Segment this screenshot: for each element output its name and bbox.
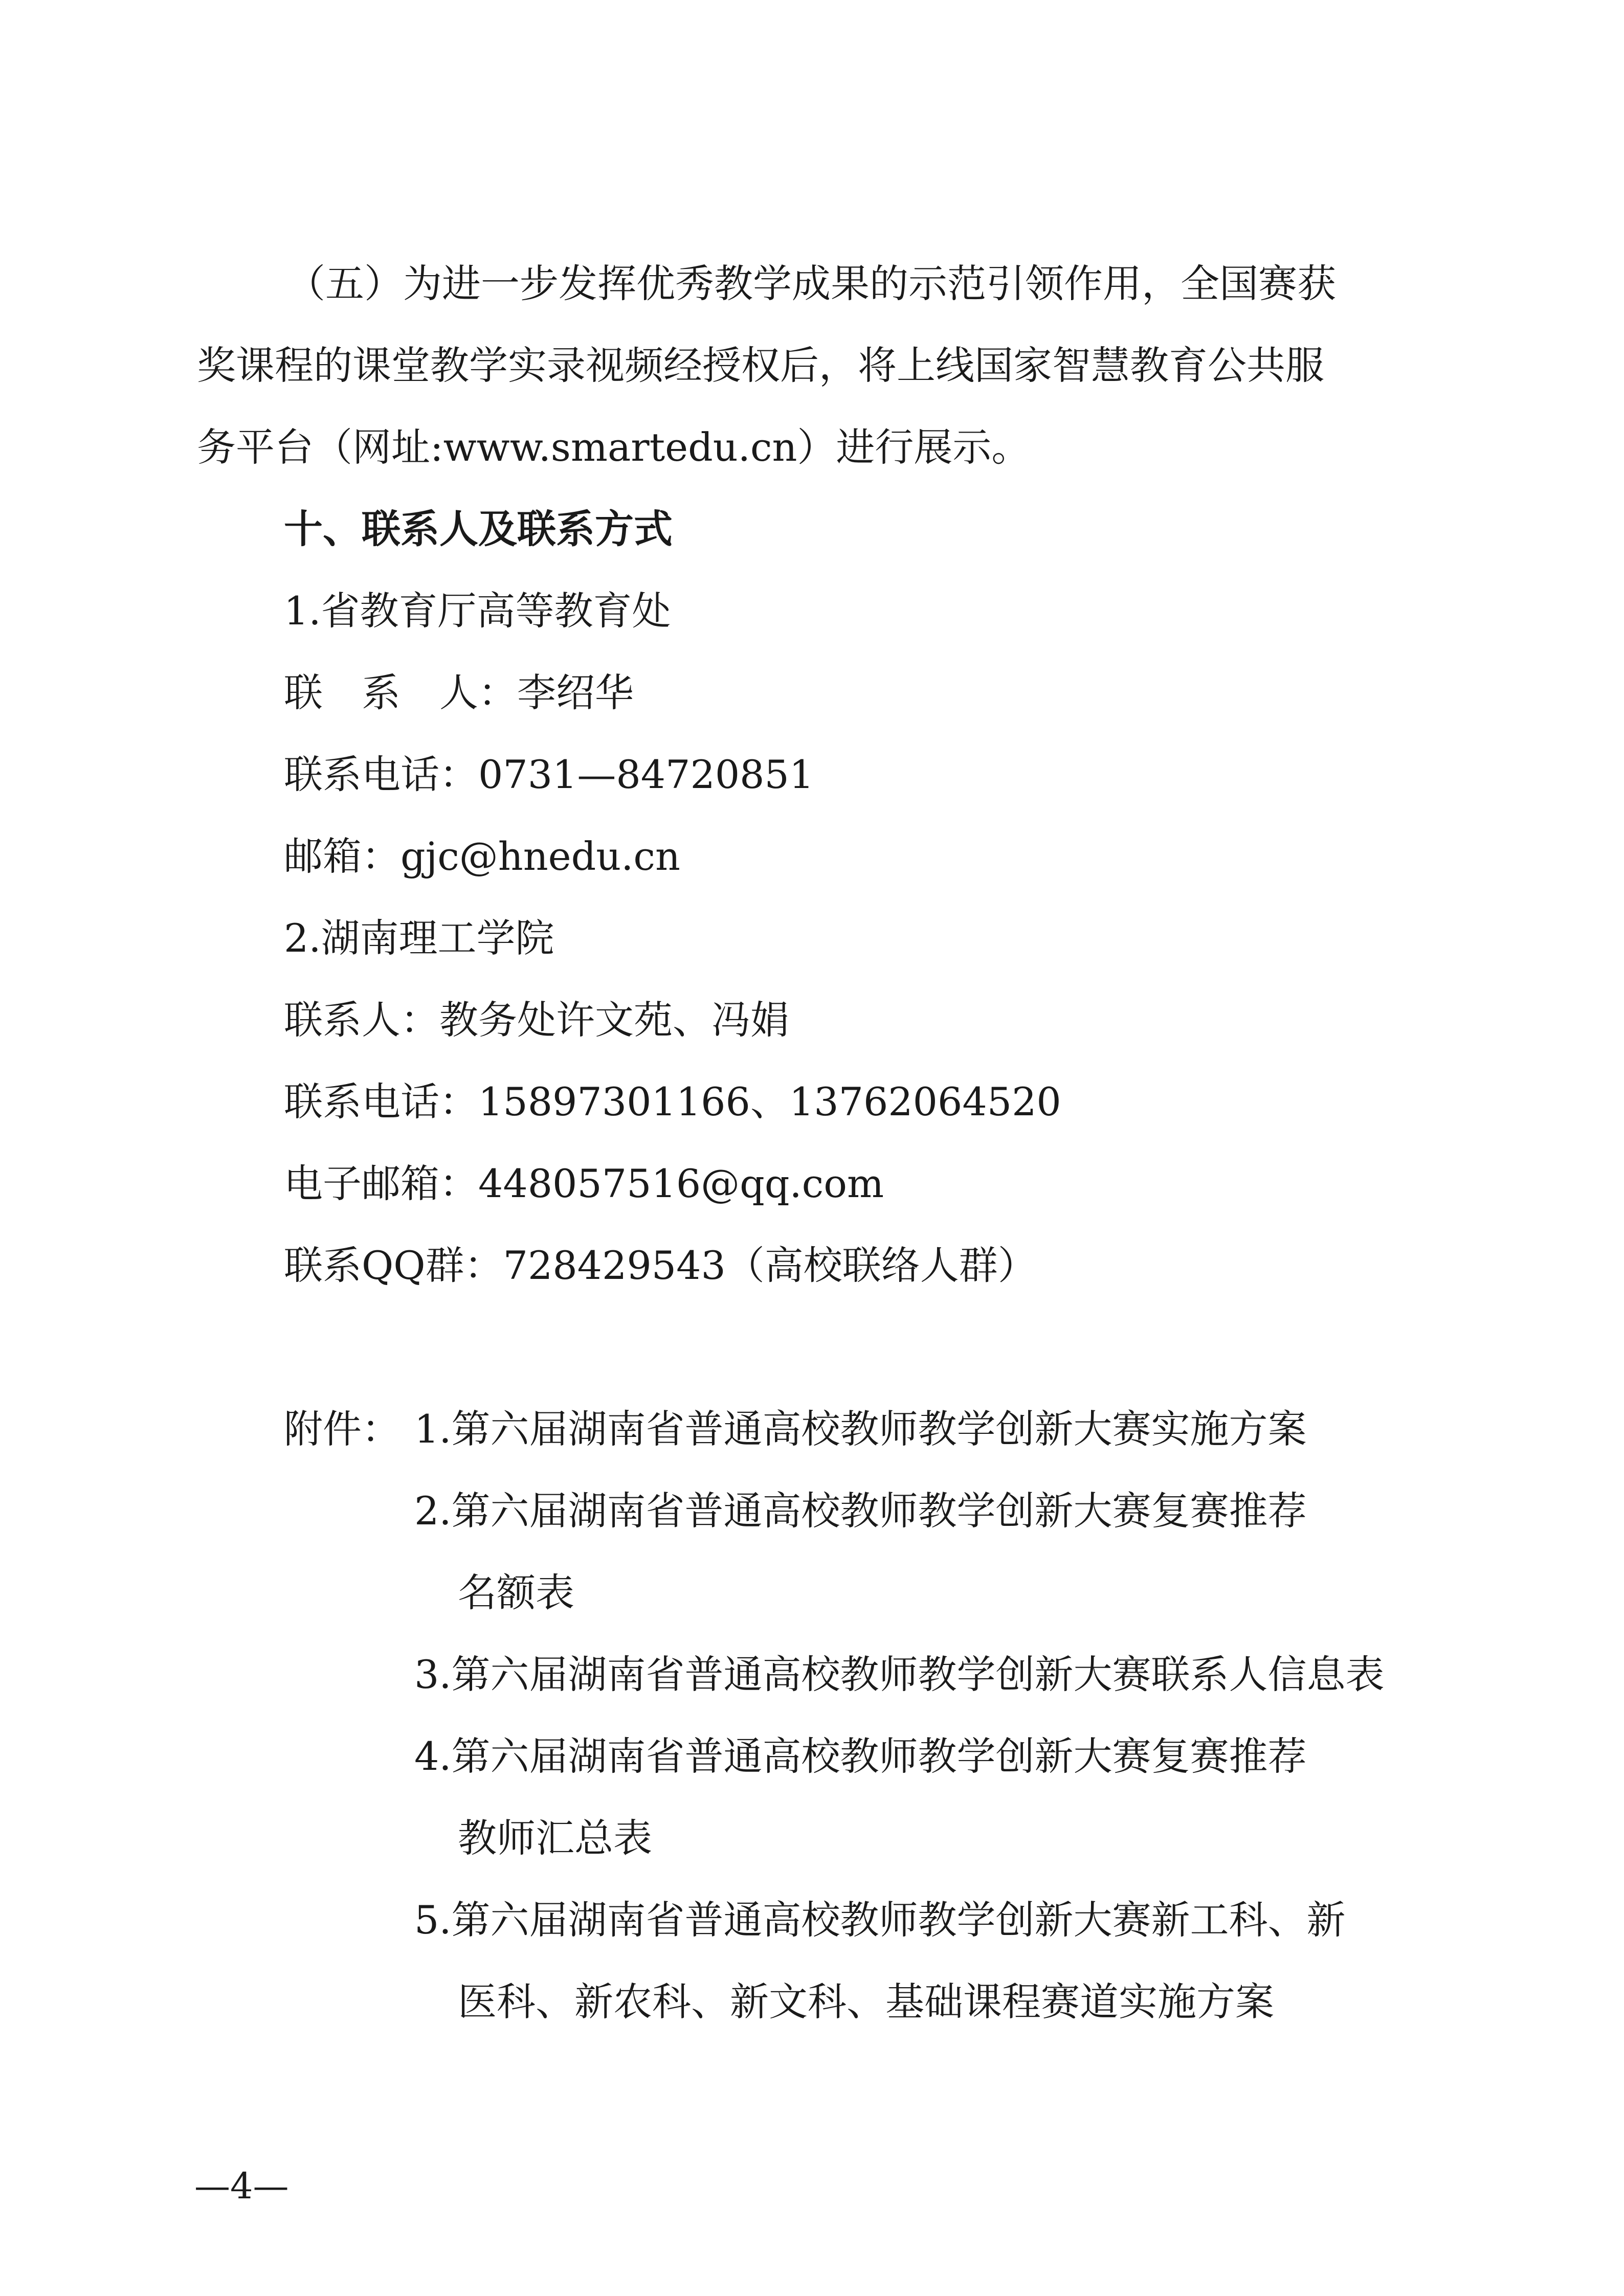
contact2-qq-group: 联系QQ群：728429543（高校联络人群） xyxy=(284,1243,1037,1288)
contact2-title: 2.湖南理工学院 xyxy=(284,915,554,961)
attachment-item-2-line-2: 名额表 xyxy=(458,1570,574,1615)
attachment-item-1: 1.第六届湖南省普通高校教师教学创新大赛实施方案 xyxy=(414,1406,1307,1452)
contact1-phone: 联系电话：0731—84720851 xyxy=(284,752,814,797)
attachment-item-5-line-1: 5.第六届湖南省普通高校教师教学创新大赛新工科、新 xyxy=(414,1897,1346,1943)
paragraph-5-line-3: 务平台（网址:www.smartedu.cn）进行展示。 xyxy=(197,424,1031,470)
contact1-person: 联 系 人：李绍华 xyxy=(284,670,634,715)
attachment-item-4-line-1: 4.第六届湖南省普通高校教师教学创新大赛复赛推荐 xyxy=(414,1734,1307,1779)
contact1-title: 1.省教育厅高等教育处 xyxy=(284,588,671,634)
attachment-item-2-line-1: 2.第六届湖南省普通高校教师教学创新大赛复赛推荐 xyxy=(414,1488,1307,1534)
attachment-item-4-line-2: 教师汇总表 xyxy=(458,1815,652,1861)
paragraph-5-line-2: 奖课程的课堂教学实录视频经授权后，将上线国家智慧教育公共服 xyxy=(197,343,1324,388)
attachments-label: 附件： xyxy=(284,1406,401,1452)
paragraph-5-line-1: （五）为进一步发挥优秀教学成果的示范引领作用，全国赛获 xyxy=(286,261,1336,306)
section-heading-contacts: 十、联系人及联系方式 xyxy=(284,506,673,552)
page-number: —4— xyxy=(194,2165,289,2207)
contact2-person: 联系人：教务处许文苑、冯娟 xyxy=(284,997,789,1043)
contact2-email: 电子邮箱：448057516@qq.com xyxy=(284,1161,884,1206)
contact2-phone: 联系电话：15897301166、13762064520 xyxy=(284,1079,1061,1124)
attachment-item-5-line-2: 医科、新农科、新文科、基础课程赛道实施方案 xyxy=(458,1979,1274,2024)
attachment-item-3: 3.第六届湖南省普通高校教师教学创新大赛联系人信息表 xyxy=(414,1652,1385,1697)
contact1-email: 邮箱：gjc@hnedu.cn xyxy=(284,834,680,879)
